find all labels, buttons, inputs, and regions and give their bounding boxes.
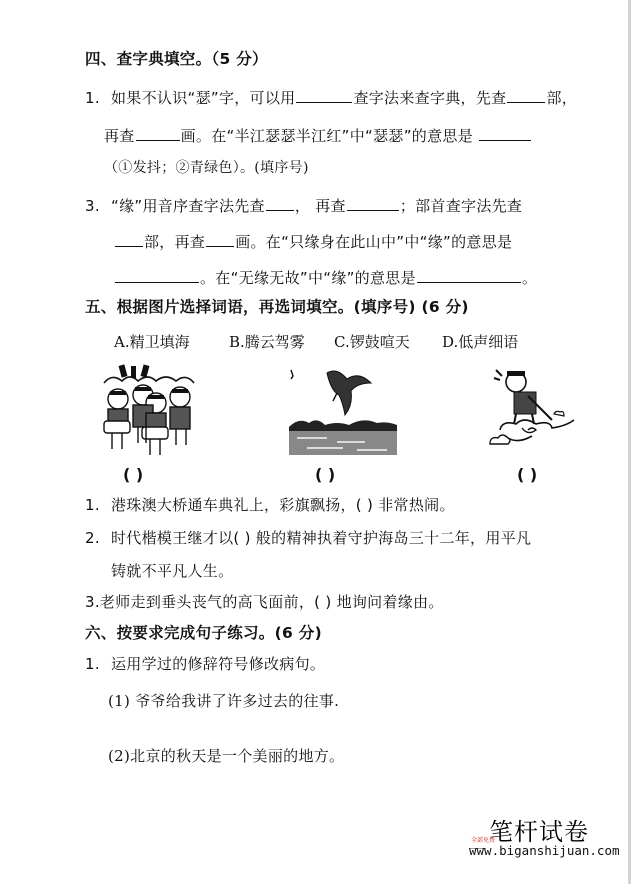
question-4-3-line-3: 。在“无缘无故”中“缘”的意思是 。: [114, 267, 537, 288]
question-number: 3.: [85, 197, 100, 215]
answer-blank[interactable]: [296, 87, 352, 103]
question-4-3-line-1: 3. “缘”用音序查字法先查 ， 再查 ；部首查字法先查: [85, 197, 523, 215]
picture-3-answer-paren[interactable]: ( ): [517, 465, 538, 484]
bird-over-sea-picture-icon: [287, 365, 399, 457]
question-4-3-line-2: 部，再查 画。在“只缘身在此山中”中“缘”的意思是: [114, 231, 512, 252]
option-c: C.锣鼓喧天: [334, 333, 410, 351]
question-6-1: 1. 运用学过的修辞符号修改病句。: [85, 655, 326, 673]
question-4-1-line-2: 再查 画。在“半江瑟瑟半江红”中“瑟瑟”的意思是: [104, 125, 532, 146]
watermark-free-label: 全部免费: [471, 837, 496, 844]
option-b: B.腾云驾雾: [229, 333, 305, 351]
question-4-1-line-1: 1. 如果不认识“瑟”字，可以用 查字法来查字典，先查 部，: [85, 89, 578, 107]
fill-sentence-2: 2. 时代楷模王继才以( ) 般的精神执着守护海岛三十二年，用平凡: [85, 529, 532, 547]
section-4-title: 四、查字典填空。（5 分）: [85, 50, 268, 68]
monkey-king-on-cloud-picture-icon: [488, 366, 578, 448]
fill-sentence-2-cont: 铸就不平凡人生。: [111, 562, 234, 580]
sentence-item-1: (1) 爷爷给我讲了许多过去的往事.: [108, 692, 340, 710]
answer-blank[interactable]: [479, 125, 531, 141]
watermark-url: www.biganshijuan.com: [469, 843, 620, 858]
answer-blank[interactable]: [115, 231, 143, 247]
option-a: A.精卫填海: [114, 333, 190, 351]
fill-sentence-1: 1. 港珠澳大桥通车典礼上，彩旗飘扬，( ) 非常热闹。: [85, 496, 455, 514]
answer-blank[interactable]: [206, 231, 234, 247]
option-d: D.低声细语: [442, 333, 519, 351]
section-6-title: 六、按要求完成句子练习。(6 分): [85, 624, 322, 642]
sentence-item-2: (2)北京的秋天是一个美丽的地方。: [108, 747, 345, 765]
answer-blank[interactable]: [266, 195, 294, 211]
question-number: 1.: [85, 89, 100, 107]
section-5-title: 五、根据图片选择词语，再选词填空。(填序号) (6 分): [85, 298, 469, 316]
picture-1-answer-paren[interactable]: ( ): [123, 465, 144, 484]
picture-2-answer-paren[interactable]: ( ): [315, 465, 336, 484]
answer-blank[interactable]: [507, 87, 545, 103]
fill-sentence-3: 3.老师走到垂头丧气的高飞面前，( ) 地询问着缘由。: [85, 593, 444, 611]
watermark-title: 笔杆试卷: [489, 818, 589, 846]
answer-blank[interactable]: [136, 125, 180, 141]
answer-blank[interactable]: [115, 267, 199, 283]
drummers-picture-icon: [98, 363, 208, 458]
answer-blank[interactable]: [417, 267, 521, 283]
answer-blank[interactable]: [347, 195, 399, 211]
question-4-1-line-3: （①发抖；②青绿色）。(填序号): [104, 160, 309, 176]
